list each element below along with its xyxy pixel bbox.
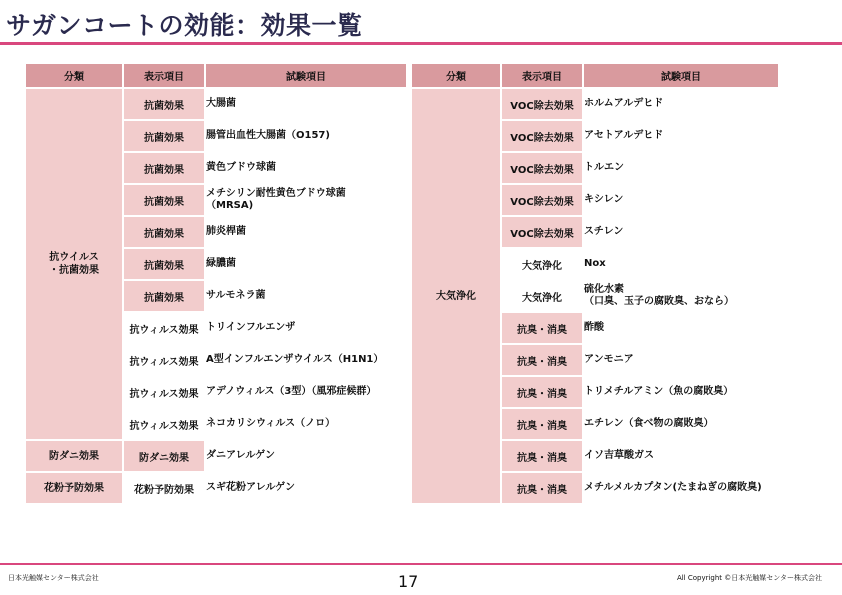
display-item-cell: VOC除去効果 (501, 152, 583, 184)
test-item-cell: 硫化水素 （口臭、玉子の腐敗臭、おなら） (583, 280, 779, 312)
test-item-cell: スギ花粉アレルゲン (205, 472, 407, 504)
test-item-cell: サルモネラ菌 (205, 280, 407, 312)
table-header-row (411, 63, 779, 88)
test-item-cell: エチレン（食べ物の腐敗臭） (583, 408, 779, 440)
display-item-cell: VOC除去効果 (501, 88, 583, 120)
display-item-cell: 抗臭・消臭 (501, 440, 583, 472)
display-item-cell: 抗菌効果 (123, 152, 205, 184)
footer-copyright: All Copyright ©日本光触媒センター株式会社 (676, 574, 822, 582)
test-item-cell: 酢酸 (583, 312, 779, 344)
effects-table-right (410, 62, 780, 505)
display-item-cell: 抗ウィルス効果 (123, 344, 205, 376)
test-item-cell: アンモニア (583, 344, 779, 376)
display-item-cell: 花粉予防効果 (123, 472, 205, 504)
category-cell: 防ダニ効果 (25, 440, 123, 472)
test-item-cell: 黄色ブドウ球菌 (205, 152, 407, 184)
title-underline (0, 42, 842, 45)
display-item-cell: 抗菌効果 (123, 216, 205, 248)
test-item-cell: アセトアルデヒド (583, 120, 779, 152)
display-item-cell: 大気浄化 (501, 280, 583, 312)
test-item-cell: ホルムアルデヒド (583, 88, 779, 120)
test-item-cell: アデノウィルス（3型）（風邪症候群） (205, 376, 407, 408)
header-test-item: 試験項目 (583, 63, 779, 88)
test-item-cell: トリインフルエンザ (205, 312, 407, 344)
test-item-cell: 肺炎桿菌 (205, 216, 407, 248)
header-category: 分類 (411, 63, 501, 88)
test-item-cell: ダニアレルゲン (205, 440, 407, 472)
test-item-cell: メチシリン耐性黄色ブドウ球菌 （MRSA) (205, 184, 407, 216)
display-item-cell: 抗ウィルス効果 (123, 312, 205, 344)
test-item-cell: A型インフルエンザウイルス（H1N1） (205, 344, 407, 376)
display-item-cell: 抗菌効果 (123, 88, 205, 120)
test-item-cell: メチルメルカプタン(たまねぎの腐敗臭) (583, 472, 779, 504)
table-row (25, 472, 407, 504)
display-item-cell: 抗菌効果 (123, 184, 205, 216)
category-cell: 抗ウイルス ・抗菌効果 (25, 88, 123, 440)
display-item-cell: 抗臭・消臭 (501, 472, 583, 504)
effects-table-left (24, 62, 408, 505)
test-item-cell: Nox (583, 248, 779, 280)
display-item-cell: VOC除去効果 (501, 216, 583, 248)
display-item-cell: 抗臭・消臭 (501, 408, 583, 440)
display-item-cell: 抗臭・消臭 (501, 344, 583, 376)
test-item-cell: ネコカリシウィルス（ノロ） (205, 408, 407, 440)
category-cell: 大気浄化 (411, 88, 501, 504)
page-title: サガンコートの効能：効果一覧 (6, 11, 363, 40)
test-item-cell: キシレン (583, 184, 779, 216)
test-item-cell: イソ吉草酸ガス (583, 440, 779, 472)
test-item-cell: 緑膿菌 (205, 248, 407, 280)
display-item-cell: 抗ウィルス効果 (123, 408, 205, 440)
test-item-cell: トルエン (583, 152, 779, 184)
display-item-cell: VOC除去効果 (501, 184, 583, 216)
display-item-cell: 大気浄化 (501, 248, 583, 280)
test-item-cell: トリメチルアミン（魚の腐敗臭） (583, 376, 779, 408)
display-item-cell: 抗臭・消臭 (501, 312, 583, 344)
header-test-item: 試験項目 (205, 63, 407, 88)
display-item-cell: 抗菌効果 (123, 280, 205, 312)
display-item-cell: VOC除去効果 (501, 120, 583, 152)
display-item-cell: 防ダニ効果 (123, 440, 205, 472)
category-cell: 花粉予防効果 (25, 472, 123, 504)
table-row (411, 88, 779, 120)
test-item-cell: 腸管出血性大腸菌（O157) (205, 120, 407, 152)
page-number: 17 (398, 572, 419, 591)
table-row (25, 440, 407, 472)
header-category: 分類 (25, 63, 123, 88)
table-header-row (25, 63, 407, 88)
display-item-cell: 抗ウィルス効果 (123, 376, 205, 408)
footer-rule (0, 563, 842, 565)
display-item-cell: 抗菌効果 (123, 248, 205, 280)
test-item-cell: スチレン (583, 216, 779, 248)
display-item-cell: 抗菌効果 (123, 120, 205, 152)
table-row (25, 88, 407, 120)
header-display-item: 表示項目 (501, 63, 583, 88)
footer-company: 日本光触媒センター株式会社 (8, 574, 99, 582)
header-display-item: 表示項目 (123, 63, 205, 88)
display-item-cell: 抗臭・消臭 (501, 376, 583, 408)
test-item-cell: 大腸菌 (205, 88, 407, 120)
